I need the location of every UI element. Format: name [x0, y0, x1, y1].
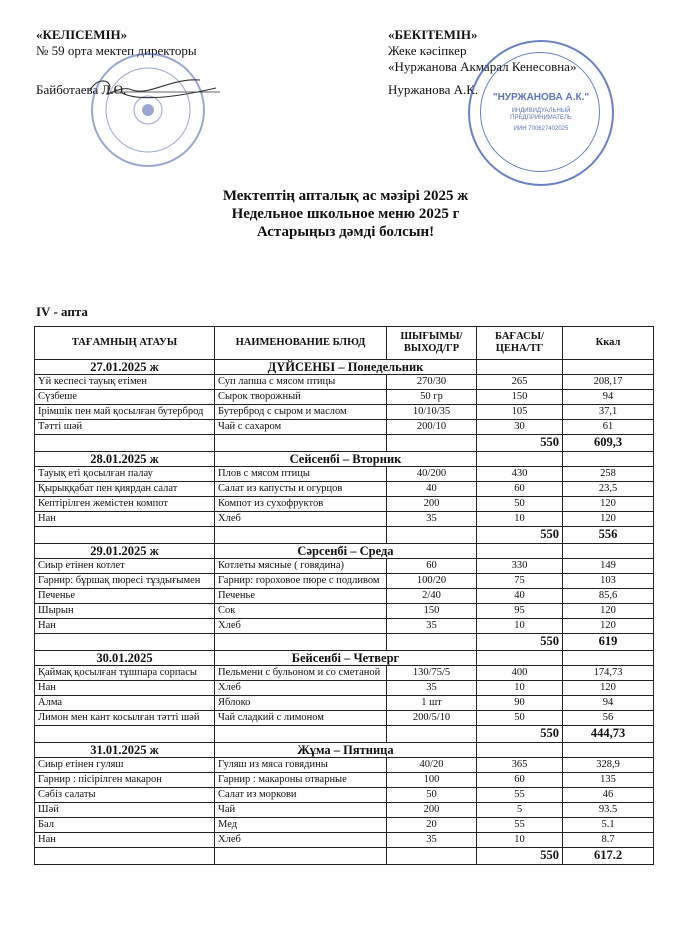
day-empty [563, 743, 654, 758]
total-row [35, 848, 654, 865]
dish-name-ru: Яблоко [215, 696, 387, 711]
dish-output: 35 [387, 619, 477, 634]
day-empty [477, 452, 563, 467]
dish-kcal: 61 [563, 420, 654, 435]
right-stamp [468, 40, 614, 186]
table-row [35, 390, 654, 405]
day-empty [477, 651, 563, 666]
approval-right-company: «Нуржанова Акмарал Кенесовна» [388, 59, 577, 74]
day-name: Сейсенбі – Вторник [215, 452, 477, 467]
dish-price: 75 [477, 574, 563, 589]
dish-kcal: 94 [563, 390, 654, 405]
total-empty [35, 726, 215, 743]
approval-left-label: «КЕЛІСЕМІН» [36, 27, 128, 42]
dish-output: 200/10 [387, 420, 477, 435]
total-empty [35, 848, 215, 865]
title-line-3: Астарыңыз дәмді болсын! [256, 224, 435, 240]
dish-name-kz: Нан [35, 512, 215, 527]
total-kcal: 444,73 [563, 726, 654, 743]
total-empty [35, 634, 215, 651]
table-row [35, 512, 654, 527]
dish-output: 100/20 [387, 574, 477, 589]
right-stamp-code: ИИН 700627402025 [513, 126, 569, 132]
dish-name-kz: Тауық еті қосылған палау [35, 467, 215, 482]
dish-kcal: 103 [563, 574, 654, 589]
dish-name-kz: Сиыр етінен гуляш [35, 758, 215, 773]
total-empty [215, 527, 387, 544]
dish-output: 2/40 [387, 589, 477, 604]
table-row [35, 681, 654, 696]
dish-price: 105 [477, 405, 563, 420]
week-label: IV - апта [36, 304, 88, 319]
dish-price: 400 [477, 666, 563, 681]
dish-kcal: 120 [563, 497, 654, 512]
col-header-kz: ТАҒАМНЫҢ АТАУЫ [35, 327, 215, 360]
total-empty [215, 726, 387, 743]
total-row [35, 435, 654, 452]
dish-name-ru: Сырок творожный [215, 390, 387, 405]
dish-kcal: 120 [563, 604, 654, 619]
table-header-row [35, 327, 654, 360]
dish-name-ru: Салат из капусты и огурцов [215, 482, 387, 497]
total-price: 550 [477, 634, 563, 651]
day-header-row [35, 743, 654, 758]
table-row [35, 375, 654, 390]
dish-name-kz: Гарнир: бұршақ пюресі тұздығымен [35, 574, 215, 589]
day-header-row [35, 544, 654, 559]
total-empty [387, 848, 477, 865]
dish-output: 270/30 [387, 375, 477, 390]
dish-name-kz: Нан [35, 833, 215, 848]
total-empty [387, 435, 477, 452]
dish-name-ru: Хлеб [215, 681, 387, 696]
day-header-row [35, 360, 654, 375]
dish-name-ru: Компот из сухофруктов [215, 497, 387, 512]
dish-kcal: 174,73 [563, 666, 654, 681]
dish-name-ru: Чай [215, 803, 387, 818]
dish-price: 50 [477, 497, 563, 512]
day-name: Сәрсенбі – Среда [215, 544, 477, 559]
approval-left-position: № 59 орта мектеп директоры [36, 43, 197, 58]
table-row [35, 497, 654, 512]
day-name: Бейсенбі – Четверг [215, 651, 477, 666]
total-empty [35, 435, 215, 452]
left-stamp [92, 54, 204, 166]
dish-name-ru: Гуляш из мяса говядины [215, 758, 387, 773]
dish-price: 55 [477, 788, 563, 803]
dish-name-kz: Қаймақ қосылған тұшпара сорпасы [35, 666, 215, 681]
dish-kcal: 208,17 [563, 375, 654, 390]
dish-price: 150 [477, 390, 563, 405]
total-kcal: 609,3 [563, 435, 654, 452]
dish-output: 130/75/5 [387, 666, 477, 681]
dish-name-ru: Суп лапша с мясом птицы [215, 375, 387, 390]
dish-output: 200 [387, 803, 477, 818]
day-date: 31.01.2025 ж [35, 743, 215, 758]
total-empty [35, 527, 215, 544]
table-row [35, 788, 654, 803]
dish-kcal: 46 [563, 788, 654, 803]
dish-kcal: 94 [563, 696, 654, 711]
dish-price: 55 [477, 818, 563, 833]
dish-output: 20 [387, 818, 477, 833]
total-empty [215, 848, 387, 865]
dish-kcal: 56 [563, 711, 654, 726]
table-row [35, 420, 654, 435]
day-empty [563, 360, 654, 375]
dish-name-kz: Шырын [35, 604, 215, 619]
day-date: 29.01.2025 ж [35, 544, 215, 559]
dish-price: 365 [477, 758, 563, 773]
dish-name-kz: Сәбіз салаты [35, 788, 215, 803]
dish-kcal: 93.5 [563, 803, 654, 818]
dish-price: 50 [477, 711, 563, 726]
dish-name-ru: Чай сладкий с лимоном [215, 711, 387, 726]
day-name: Жұма – Пятница [215, 743, 477, 758]
dish-price: 5 [477, 803, 563, 818]
dish-name-kz: Гарнир : пісірілген макарон [35, 773, 215, 788]
table-row [35, 619, 654, 634]
dish-output: 50 [387, 788, 477, 803]
total-row [35, 726, 654, 743]
total-price: 550 [477, 726, 563, 743]
total-price: 550 [477, 527, 563, 544]
table-row [35, 666, 654, 681]
dish-kcal: 37,1 [563, 405, 654, 420]
dish-output: 40 [387, 482, 477, 497]
dish-kcal: 120 [563, 512, 654, 527]
dish-kcal: 149 [563, 559, 654, 574]
dish-price: 10 [477, 833, 563, 848]
table-row [35, 711, 654, 726]
dish-kcal: 23,5 [563, 482, 654, 497]
dish-name-ru: Чай с сахаром [215, 420, 387, 435]
dish-name-ru: Мед [215, 818, 387, 833]
dish-name-ru: Бутерброд с сыром и маслом [215, 405, 387, 420]
dish-output: 40/20 [387, 758, 477, 773]
table-row [35, 833, 654, 848]
dish-name-ru: Плов с мясом птицы [215, 467, 387, 482]
dish-name-ru: Хлеб [215, 512, 387, 527]
table-row [35, 405, 654, 420]
dish-name-kz: Лимон мен кант косылған тәтті шәй [35, 711, 215, 726]
approval-right-name: Нуржанова А.К. [388, 82, 479, 97]
dish-name-kz: Бал [35, 818, 215, 833]
table-row [35, 604, 654, 619]
dish-output: 35 [387, 833, 477, 848]
dish-name-kz: Ірімшік пен май қосылған бутерброд [35, 405, 215, 420]
total-kcal: 617.2 [563, 848, 654, 865]
dish-price: 30 [477, 420, 563, 435]
dish-output: 200/5/10 [387, 711, 477, 726]
dish-output: 60 [387, 559, 477, 574]
dish-price: 60 [477, 482, 563, 497]
col-header-kcal: Ккал [563, 327, 654, 360]
dish-output: 1 шт [387, 696, 477, 711]
table-row [35, 773, 654, 788]
table-row [35, 696, 654, 711]
menu-body [35, 360, 654, 865]
dish-output: 10/10/35 [387, 405, 477, 420]
dish-name-ru: Хлеб [215, 833, 387, 848]
day-empty [563, 651, 654, 666]
dish-kcal: 258 [563, 467, 654, 482]
day-date: 27.01.2025 ж [35, 360, 215, 375]
dish-kcal: 120 [563, 619, 654, 634]
dish-name-ru: Хлеб [215, 619, 387, 634]
dish-name-kz: Үй кеспесі тауық етімен [35, 375, 215, 390]
dish-name-ru: Пельмени с бульоном и со сметаной [215, 666, 387, 681]
dish-output: 150 [387, 604, 477, 619]
total-empty [215, 634, 387, 651]
col-header-price: БАҒАСЫ/ ЦЕНА/ТГ [477, 327, 563, 360]
approval-right-label: «БЕКІТЕМІН» [388, 27, 478, 42]
total-empty [387, 634, 477, 651]
total-empty [387, 726, 477, 743]
day-empty [477, 743, 563, 758]
day-empty [563, 544, 654, 559]
right-stamp-sub: ИНДИВИДУАЛЬНЫЙ ПРЕДПРИНИМАТЕЛЬ [510, 108, 572, 121]
dish-kcal: 135 [563, 773, 654, 788]
total-price: 550 [477, 848, 563, 865]
dish-name-ru: Печенье [215, 589, 387, 604]
table-row [35, 559, 654, 574]
table-row [35, 818, 654, 833]
approval-left-name: Байботаева Л.Ө. [36, 82, 127, 97]
dish-price: 40 [477, 589, 563, 604]
dish-kcal: 120 [563, 681, 654, 696]
dish-name-ru: Гарнир : макароны отварные [215, 773, 387, 788]
dish-price: 10 [477, 512, 563, 527]
day-empty [477, 544, 563, 559]
day-date: 28.01.2025 ж [35, 452, 215, 467]
table-row [35, 467, 654, 482]
dish-output: 35 [387, 681, 477, 696]
table-row [35, 574, 654, 589]
dish-name-ru: Салат из моркови [215, 788, 387, 803]
col-header-output: ШЫҒЫМЫ/ ВЫХОД/ГР [387, 327, 477, 360]
dish-output: 50 гр [387, 390, 477, 405]
table-row [35, 803, 654, 818]
title-line-1: Мектептің апталық ас мәзірі 2025 ж [222, 188, 469, 204]
day-header-row [35, 452, 654, 467]
dish-name-kz: Алма [35, 696, 215, 711]
total-empty [387, 527, 477, 544]
day-empty [477, 360, 563, 375]
total-kcal: 619 [563, 634, 654, 651]
dish-price: 330 [477, 559, 563, 574]
dish-output: 200 [387, 497, 477, 512]
approval-right-position: Жеке кәсіпкер [388, 43, 467, 58]
left-stamp-and-signature [20, 44, 220, 174]
day-name: ДҮЙСЕНБІ – Понедельник [215, 360, 477, 375]
right-stamp-center: "НУРЖАНОВА А.К." [492, 92, 590, 103]
col-header-ru: НАИМЕНОВАНИЕ БЛЮД [215, 327, 387, 360]
title-line-2: Недельное школьное меню 2025 г [231, 206, 460, 222]
dish-price: 265 [477, 375, 563, 390]
total-kcal: 556 [563, 527, 654, 544]
total-price: 550 [477, 435, 563, 452]
dish-name-kz: Кептірілген жемістен компот [35, 497, 215, 512]
dish-name-kz: Нан [35, 619, 215, 634]
dish-kcal: 85,6 [563, 589, 654, 604]
dish-price: 60 [477, 773, 563, 788]
day-empty [563, 452, 654, 467]
day-header-row [35, 651, 654, 666]
total-row [35, 527, 654, 544]
table-row [35, 589, 654, 604]
dish-name-kz: Тәтті шәй [35, 420, 215, 435]
total-empty [215, 435, 387, 452]
dish-name-kz: Шәй [35, 803, 215, 818]
dish-price: 95 [477, 604, 563, 619]
dish-name-ru: Котлеты мясные ( говядина) [215, 559, 387, 574]
dish-price: 90 [477, 696, 563, 711]
dish-price: 10 [477, 619, 563, 634]
menu-table [34, 326, 654, 865]
dish-price: 430 [477, 467, 563, 482]
dish-name-ru: Гарнир: гороховое пюре с подливом [215, 574, 387, 589]
dish-kcal: 5.1 [563, 818, 654, 833]
dish-name-kz: Печенье [35, 589, 215, 604]
dish-output: 35 [387, 512, 477, 527]
dish-output: 100 [387, 773, 477, 788]
table-row [35, 758, 654, 773]
dish-name-kz: Нан [35, 681, 215, 696]
dish-kcal: 328,9 [563, 758, 654, 773]
day-date: 30.01.2025 [35, 651, 215, 666]
dish-name-kz: Сүзбеше [35, 390, 215, 405]
dish-kcal: 8.7 [563, 833, 654, 848]
dish-name-kz: Қырыққабат пен қиярдан салат [35, 482, 215, 497]
dish-output: 40/200 [387, 467, 477, 482]
total-row [35, 634, 654, 651]
table-row [35, 482, 654, 497]
dish-name-ru: Сок [215, 604, 387, 619]
dish-name-kz: Сиыр етінен котлет [35, 559, 215, 574]
dish-price: 10 [477, 681, 563, 696]
